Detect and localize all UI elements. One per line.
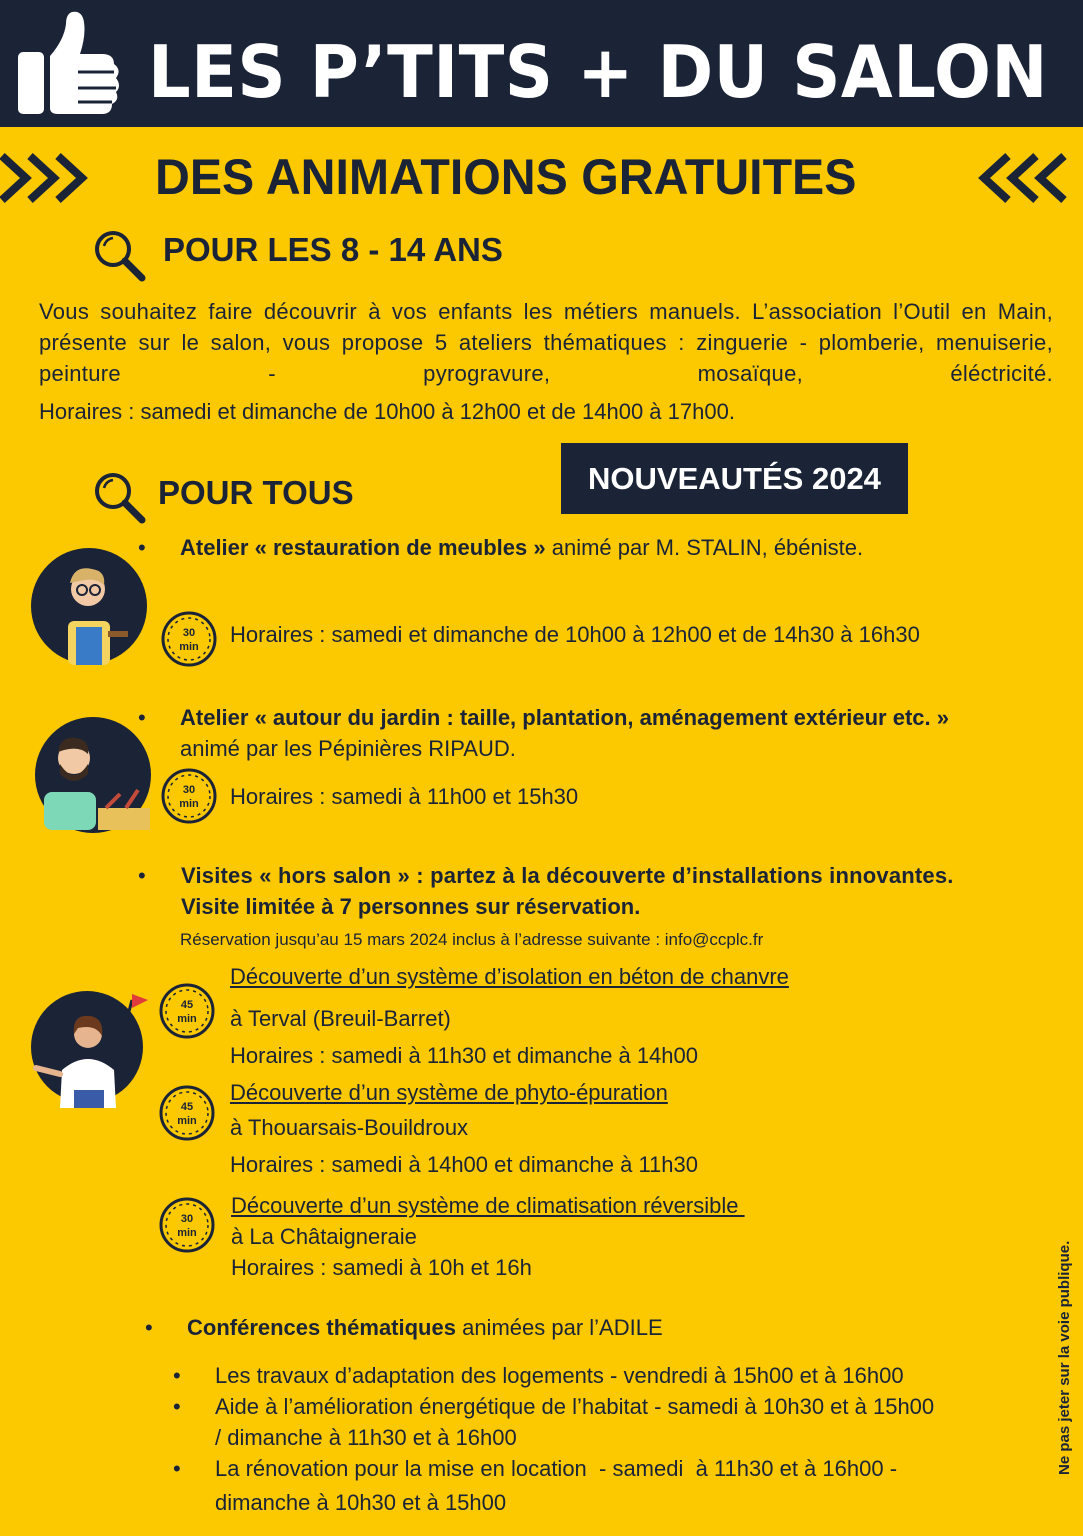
conference-item: Les travaux d’adaptation des logements - vendredi à 15h00 et à 16h00	[215, 1363, 904, 1388]
visite-phyto-title: Découverte d’un système de phyto-épuration	[230, 1080, 668, 1105]
header-title: LES P’TITS + DU SALON	[148, 30, 1048, 114]
magnifier-icon	[92, 228, 146, 282]
visite-clim-title: Découverte d’un système de climatisation réversible	[231, 1193, 745, 1218]
conference-item: Aide à l’amélioration énergétique de l’habitat - samedi à 10h30 et à 15h00	[215, 1394, 935, 1419]
visite-phyto-horaires: Horaires : samedi à 14h00 et dimanche à 11h30	[230, 1152, 698, 1177]
gardener-avatar	[34, 716, 152, 834]
visite-phyto-place: à Thouarsais-Bouildroux	[230, 1115, 469, 1140]
conference-item-cont: / dimanche à 11h30 et à 16h00	[215, 1425, 517, 1450]
atelier-meubles-label: Atelier « restauration de meubles » animé par M. STALIN, ébéniste.	[180, 535, 864, 560]
visite-isolation-place: à Terval (Breuil-Barret)	[230, 1006, 451, 1031]
conference-item-cont: dimanche à 10h30 et à 15h00	[215, 1490, 507, 1515]
kids-description: Vous souhaitez faire découvrir à vos enfants les métiers manuels. L’association l’Outil en Main, présente sur le salon, vous propose 5 ateliers thématiques : zinguerie - plomberie, menuiserie, peinture - pyrogravure, mosaïque, éléctricité.	[39, 299, 1053, 386]
timer-30-icon: 30 min	[160, 610, 218, 668]
atelier-jardin-animator: animé par les Pépinières RIPAUD.	[180, 736, 516, 761]
bullet: •	[173, 1456, 181, 1481]
timer-45-icon: 45 min	[158, 1084, 216, 1142]
visites-reservation: Réservation jusqu’au 15 mars 2024 inclus à l’adresse suivante : info@ccplc.fr	[180, 930, 764, 949]
bullet: •	[138, 535, 146, 560]
timer-30-icon: 30 min	[160, 767, 218, 825]
timer-45-icon: 45 min	[158, 982, 216, 1040]
thumbs-up-icon	[16, 8, 120, 116]
atelier-jardin-label: Atelier « autour du jardin : taille, plantation, aménagement extérieur etc. »	[180, 705, 949, 730]
timer-30-icon: 30 min	[158, 1196, 216, 1254]
bullet: •	[145, 1315, 153, 1340]
craftsman-avatar	[30, 547, 148, 665]
visite-isolation-title: Découverte d’un système d’isolation en béton de chanvre	[230, 964, 789, 989]
visites-limit: Visite limitée à 7 personnes sur réservation.	[181, 894, 641, 919]
bullet: •	[138, 705, 146, 730]
main-title: DES ANIMATIONS GRATUITES	[155, 149, 857, 205]
header-bar	[0, 0, 1083, 127]
bullet: •	[173, 1394, 181, 1419]
visite-isolation-horaires: Horaires : samedi à 11h30 et dimanche à 14h00	[230, 1043, 698, 1068]
section-title-all: POUR TOUS	[158, 474, 354, 511]
bullet: •	[173, 1363, 181, 1388]
visites-label: Visites « hors salon » : partez à la découverte d’installations innovantes.	[181, 863, 954, 888]
kids-horaires: Horaires : samedi et dimanche de 10h00 à 12h00 et de 14h00 à 17h00.	[39, 399, 735, 424]
litter-notice: Ne pas jeter sur la voie publique.	[1056, 1240, 1073, 1475]
atelier-jardin-horaires: Horaires : samedi à 11h00 et 15h30	[230, 784, 579, 809]
visite-clim-place: à La Châtaigneraie	[231, 1224, 417, 1249]
section-title-kids: POUR LES 8 - 14 ANS	[163, 231, 503, 268]
chevrons-left-icon	[978, 150, 1082, 206]
new-2024-badge: NOUVEAUTÉS 2024	[561, 443, 908, 514]
conferences-label: Conférences thématiques animées par l’ADILE	[187, 1315, 663, 1340]
chevrons-right-icon	[0, 150, 104, 206]
atelier-meubles-horaires: Horaires : samedi et dimanche de 10h00 à 12h00 et de 14h30 à 16h30	[230, 622, 920, 647]
bullet: •	[138, 863, 146, 888]
conference-item: La rénovation pour la mise en location - samedi à 11h30 et à 16h00 -	[215, 1456, 898, 1481]
guide-avatar	[30, 990, 148, 1108]
magnifier-icon	[92, 470, 146, 524]
visite-clim-horaires: Horaires : samedi à 10h et 16h	[231, 1255, 532, 1280]
